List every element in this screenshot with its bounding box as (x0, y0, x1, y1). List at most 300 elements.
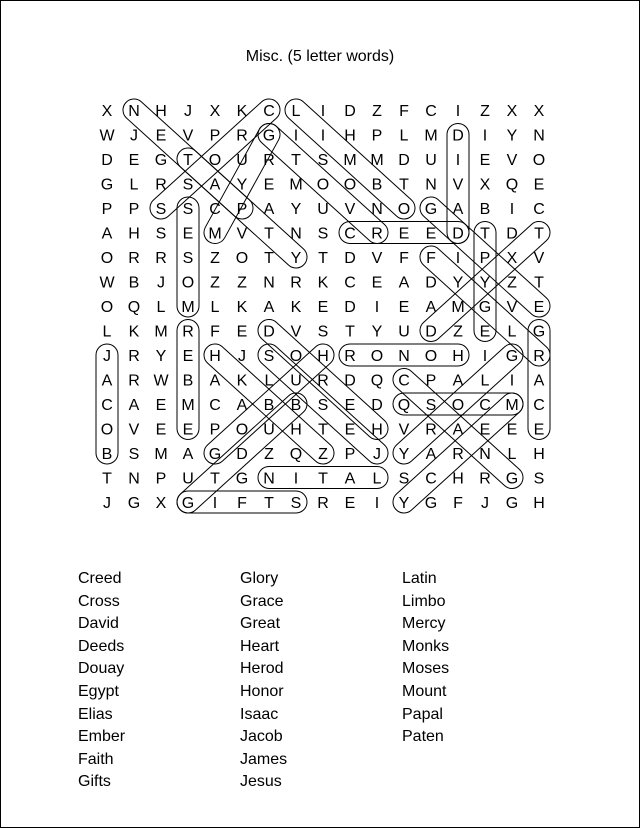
grid-cell[interactable]: L (102, 323, 112, 341)
grid-cell[interactable]: G (127, 495, 141, 512)
grid-cell[interactable]: P (344, 446, 356, 463)
grid-cell[interactable]: Z (210, 274, 220, 292)
grid-cell[interactable]: V (506, 299, 518, 316)
grid-cell[interactable]: I (455, 152, 461, 169)
grid-cell[interactable]: T (480, 225, 490, 243)
grid-cell[interactable]: D (452, 225, 464, 243)
grid-cell[interactable]: E (344, 421, 356, 439)
grid-cell[interactable]: S (533, 470, 545, 488)
grid-cell[interactable]: H (533, 446, 545, 463)
grid-cell[interactable]: Y (290, 201, 302, 218)
grid-cell[interactable]: E (479, 421, 491, 439)
grid-cell[interactable]: Z (372, 103, 382, 120)
grid-cell[interactable]: N (425, 176, 437, 194)
grid-cell[interactable]: M (208, 225, 222, 243)
grid-cell[interactable]: O (235, 250, 249, 267)
grid-cell[interactable]: Z (480, 103, 490, 120)
grid-cell[interactable]: T (318, 421, 328, 439)
grid-cell[interactable]: K (236, 372, 248, 390)
grid-cell[interactable]: P (155, 470, 167, 488)
grid-cell[interactable]: P (425, 372, 437, 390)
grid-cell[interactable]: C (425, 470, 437, 488)
grid-cell[interactable]: D (263, 323, 275, 341)
grid-cell[interactable]: Y (155, 348, 167, 365)
grid-cell[interactable]: I (482, 127, 488, 145)
grid-cell[interactable]: R (128, 348, 140, 365)
grid-cell[interactable]: J (184, 103, 192, 120)
grid-cell[interactable]: I (293, 470, 299, 488)
grid-cell[interactable]: O (343, 176, 357, 194)
grid-cell[interactable]: U (263, 421, 275, 439)
grid-cell[interactable]: T (318, 470, 328, 488)
grid-cell[interactable]: S (317, 152, 329, 169)
grid-cell[interactable]: E (506, 421, 518, 439)
grid-cell[interactable]: U (398, 323, 410, 341)
grid-cell[interactable]: D (425, 274, 437, 292)
grid-cell[interactable]: D (425, 323, 437, 341)
grid-cell[interactable]: J (157, 274, 165, 292)
grid-cell[interactable]: A (452, 421, 464, 439)
grid-cell[interactable]: J (103, 495, 111, 512)
grid-cell[interactable]: N (128, 103, 140, 120)
grid-cell[interactable]: N (479, 446, 491, 463)
grid-cell[interactable]: F (399, 250, 409, 267)
grid-cell[interactable]: H (317, 348, 329, 365)
grid-cell[interactable]: L (480, 372, 490, 390)
grid-cell[interactable]: O (181, 274, 195, 292)
grid-cell[interactable]: I (320, 127, 326, 145)
grid-cell[interactable]: T (399, 176, 409, 194)
grid-cell[interactable]: E (263, 176, 275, 194)
grid-cell[interactable]: Q (370, 372, 384, 390)
grid-cell[interactable]: E (533, 299, 545, 316)
grid-cell[interactable]: L (399, 127, 409, 145)
grid-cell[interactable]: R (533, 348, 545, 365)
grid-cell[interactable]: L (129, 176, 139, 194)
grid-cell[interactable]: E (479, 323, 491, 341)
grid-cell[interactable]: F (426, 250, 436, 267)
grid-cell[interactable]: E (155, 397, 167, 414)
grid-cell[interactable]: G (100, 176, 114, 194)
grid-cell[interactable]: C (344, 274, 356, 292)
grid-cell[interactable]: Y (452, 274, 464, 292)
grid-cell[interactable]: E (236, 323, 248, 341)
grid-cell[interactable]: K (236, 103, 248, 120)
word-list-item: Paten (402, 728, 444, 746)
grid-cell[interactable]: X (506, 103, 518, 120)
grid-cell[interactable]: M (451, 299, 465, 316)
grid-cell[interactable]: X (155, 495, 167, 512)
grid-cell[interactable]: D (398, 152, 410, 169)
grid-cell[interactable]: I (374, 495, 380, 512)
grid-cell[interactable]: D (506, 225, 518, 243)
grid-cell[interactable]: X (506, 250, 518, 267)
grid-cell[interactable]: G (532, 323, 546, 341)
grid-cell[interactable]: O (100, 421, 114, 439)
grid-cell[interactable]: L (210, 299, 220, 316)
grid-cell[interactable]: N (128, 470, 140, 488)
grid-cell[interactable]: R (452, 446, 464, 463)
grid-cell[interactable]: I (374, 299, 380, 316)
grid-cell[interactable]: D (236, 446, 248, 463)
grid-cell[interactable]: K (317, 274, 329, 292)
grid-cell[interactable]: R (236, 127, 248, 145)
grid-cell[interactable]: V (344, 201, 356, 218)
grid-cell[interactable]: U (182, 470, 194, 488)
grid-cell[interactable]: L (291, 103, 301, 120)
grid-cell[interactable]: R (479, 470, 491, 488)
grid-cell[interactable]: S (155, 225, 167, 243)
grid-cell[interactable]: F (399, 103, 409, 120)
grid-cell[interactable]: C (425, 103, 437, 120)
grid-cell[interactable]: R (317, 372, 329, 390)
grid-cell[interactable]: H (128, 225, 140, 243)
grid-cell[interactable]: C (263, 103, 275, 120)
grid-cell[interactable]: N (263, 274, 275, 292)
grid-cell[interactable]: E (182, 225, 194, 243)
grid-cell[interactable]: C (209, 201, 221, 218)
grid-cell[interactable]: X (209, 103, 221, 120)
grid-cell[interactable]: N (290, 225, 302, 243)
grid-cell[interactable]: V (236, 225, 248, 243)
grid-cell[interactable]: V (506, 152, 518, 169)
grid-cell[interactable]: X (479, 176, 491, 194)
grid-cell[interactable]: A (398, 274, 410, 292)
grid-cell[interactable]: T (291, 152, 301, 169)
grid-cell[interactable]: H (209, 348, 221, 365)
grid-cell[interactable]: T (210, 470, 220, 488)
grid-cell[interactable]: U (317, 201, 329, 218)
grid-cell[interactable]: O (208, 152, 222, 169)
grid-cell[interactable]: S (182, 176, 194, 194)
grid-cell[interactable]: D (344, 103, 356, 120)
grid-cell[interactable]: N (398, 348, 410, 365)
grid-cell[interactable]: G (505, 470, 519, 488)
grid-cell[interactable]: Z (264, 446, 274, 463)
grid-cell[interactable]: J (130, 127, 138, 145)
grid-cell[interactable]: R (425, 421, 437, 439)
grid-cell[interactable]: O (451, 397, 465, 414)
grid-cell[interactable]: P (128, 201, 140, 218)
grid-cell[interactable]: R (155, 250, 167, 267)
grid-cell[interactable]: P (209, 127, 221, 145)
grid-cell[interactable]: V (290, 323, 302, 341)
grid-cell[interactable]: D (344, 372, 356, 390)
grid-cell[interactable]: Q (127, 299, 141, 316)
grid-cell[interactable]: A (101, 225, 113, 243)
grid-cell[interactable]: C (101, 397, 113, 414)
grid-cell[interactable]: B (290, 397, 302, 414)
grid-cell[interactable]: Q (397, 397, 411, 414)
grid-cell[interactable]: J (373, 446, 381, 463)
grid-cell[interactable]: S (263, 348, 275, 365)
grid-cell[interactable]: P (209, 421, 221, 439)
grid-cell[interactable]: R (155, 176, 167, 194)
grid-cell[interactable]: P (236, 201, 248, 218)
grid-cell[interactable]: A (452, 372, 464, 390)
grid-cell[interactable]: O (532, 152, 546, 169)
grid-cell[interactable]: I (509, 201, 515, 218)
grid-cell[interactable]: P (371, 127, 383, 145)
grid-cell[interactable]: Q (505, 176, 519, 194)
grid-cell[interactable]: Z (453, 323, 463, 341)
word-list-item: Isaac (240, 705, 279, 723)
grid-cell[interactable]: E (182, 421, 194, 439)
word-list-item: Creed (78, 570, 122, 587)
grid-cell[interactable]: P (101, 201, 113, 218)
grid-cell[interactable]: Y (236, 176, 248, 194)
grid-cell[interactable]: A (182, 446, 194, 463)
grid-cell[interactable]: J (238, 348, 246, 365)
grid-cell[interactable]: O (100, 299, 114, 316)
grid-cell[interactable]: D (344, 299, 356, 316)
grid-cell[interactable]: V (533, 250, 545, 267)
grid-cell[interactable]: Z (318, 446, 328, 463)
grid-cell[interactable]: S (425, 397, 437, 414)
grid-cell[interactable]: A (533, 372, 545, 390)
grid-cell[interactable]: E (425, 225, 437, 243)
grid-cell[interactable]: E (533, 421, 545, 439)
grid-cell[interactable]: L (372, 470, 382, 488)
grid-cell[interactable]: L (507, 323, 517, 341)
grid-cell[interactable]: O (235, 421, 249, 439)
grid-cell[interactable]: B (479, 201, 491, 218)
grid-cell[interactable]: R (317, 495, 329, 512)
grid-cell[interactable]: T (534, 225, 544, 243)
grid-cell[interactable]: X (101, 103, 113, 120)
grid-cell[interactable]: S (182, 201, 194, 218)
grid-cell[interactable]: Y (371, 323, 383, 341)
grid-cell[interactable]: A (209, 372, 221, 390)
grid-cell[interactable]: W (153, 372, 169, 390)
grid-cell[interactable]: I (293, 127, 299, 145)
grid-cell[interactable]: K (236, 299, 248, 316)
grid-cell[interactable]: N (371, 201, 383, 218)
grid-cell[interactable]: H (155, 103, 167, 120)
grid-cell[interactable]: B (101, 446, 113, 463)
grid-cell[interactable]: I (212, 495, 218, 512)
grid-cell[interactable]: E (344, 397, 356, 414)
grid-cell[interactable]: T (264, 225, 274, 243)
grid-cell[interactable]: S (128, 446, 140, 463)
word-list-item: Moses (402, 660, 450, 678)
grid-cell[interactable]: I (509, 372, 515, 390)
grid-cell[interactable]: C (209, 397, 221, 414)
grid-cell[interactable]: E (398, 225, 410, 243)
grid-cell[interactable]: S (155, 201, 167, 218)
grid-cell[interactable]: Z (210, 250, 220, 267)
grid-cell[interactable]: I (320, 103, 326, 120)
grid-cell[interactable]: Q (289, 446, 303, 463)
grid-cell[interactable]: T (345, 323, 355, 341)
word-list-item: Cross (78, 592, 120, 610)
grid-cell[interactable]: J (481, 495, 489, 512)
word-list-item: Mount (402, 682, 447, 700)
grid-cell[interactable]: C (533, 201, 545, 218)
grid-cell[interactable]: F (210, 323, 220, 341)
grid-cell[interactable]: I (455, 250, 461, 267)
grid-cell[interactable]: M (154, 323, 168, 341)
grid-cell[interactable]: C (533, 397, 545, 414)
grid-cell[interactable]: O (289, 348, 303, 365)
grid-cell[interactable]: H (452, 348, 464, 365)
grid-cell[interactable]: G (505, 495, 519, 512)
grid-cell[interactable]: Y (290, 250, 302, 267)
grid-cell[interactable]: S (317, 397, 329, 414)
word-list-item: Limbo (402, 592, 446, 610)
grid-cell[interactable]: N (533, 127, 545, 145)
grid-cell[interactable]: R (344, 348, 356, 365)
grid-cell[interactable]: O (100, 250, 114, 267)
grid-cell[interactable]: S (398, 470, 410, 488)
grid-cell[interactable]: G (154, 152, 168, 169)
grid-cell[interactable]: R (290, 274, 302, 292)
grid-cell[interactable]: S (182, 250, 194, 267)
grid-cell[interactable]: T (264, 250, 274, 267)
grid-cell[interactable]: R (128, 372, 140, 390)
grid-cell[interactable]: G (235, 470, 249, 488)
grid-cell[interactable]: A (209, 176, 221, 194)
grid-cell[interactable]: G (208, 446, 222, 463)
grid-cell[interactable]: B (128, 274, 140, 292)
grid-cell[interactable]: O (424, 348, 438, 365)
grid-cell[interactable]: U (290, 372, 302, 390)
grid-cell[interactable]: E (344, 495, 356, 512)
grid-cell[interactable]: H (452, 470, 464, 488)
grid-cell[interactable]: H (371, 421, 383, 439)
word-list-item: Honor (240, 682, 284, 700)
grid-cell[interactable]: C (479, 397, 491, 414)
grid-cell[interactable]: V (371, 250, 383, 267)
grid-cell[interactable]: G (424, 495, 438, 512)
grid-cell[interactable]: K (128, 323, 140, 341)
grid-cell[interactable]: W (99, 127, 115, 145)
grid-cell[interactable]: F (237, 495, 247, 512)
grid-cell[interactable]: E (182, 348, 194, 365)
grid-cell[interactable]: D (101, 152, 113, 169)
grid-cell[interactable]: S (317, 323, 329, 341)
grid-cell[interactable]: T (318, 250, 328, 267)
grid-cell[interactable]: T (183, 152, 193, 169)
grid-cell[interactable]: D (371, 397, 383, 414)
grid-cell[interactable]: A (128, 397, 140, 414)
grid-cell[interactable]: B (263, 397, 275, 414)
grid-cell[interactable]: Z (507, 274, 517, 292)
grid-cell[interactable]: Y (479, 274, 491, 292)
grid-cell[interactable]: M (505, 397, 519, 414)
grid-cell[interactable]: B (371, 176, 383, 194)
grid-cell[interactable]: R (371, 225, 383, 243)
grid-cell[interactable]: X (533, 103, 545, 120)
grid-cell[interactable]: Y (398, 446, 410, 463)
grid-cell[interactable]: O (397, 201, 411, 218)
grid-cell[interactable]: E (317, 299, 329, 316)
grid-cell[interactable]: E (398, 299, 410, 316)
grid-cell[interactable]: M (154, 446, 168, 463)
grid-cell[interactable]: R (263, 152, 275, 169)
grid-cell[interactable]: G (478, 299, 492, 316)
grid-cell[interactable]: V (398, 421, 410, 439)
grid-cell[interactable]: I (482, 348, 488, 365)
grid-cell[interactable]: V (128, 421, 140, 439)
grid-cell[interactable]: C (344, 225, 356, 243)
grid-cell[interactable]: M (424, 127, 438, 145)
grid-cell[interactable]: Y (398, 495, 410, 512)
grid-cell[interactable]: O (316, 176, 330, 194)
grid-cell[interactable]: K (290, 299, 302, 316)
grid-cell[interactable]: L (507, 446, 517, 463)
grid-cell[interactable]: I (455, 103, 461, 120)
grid-cell[interactable]: A (263, 299, 275, 316)
grid-cell[interactable]: S (317, 225, 329, 243)
grid-cell[interactable]: M (181, 299, 195, 316)
grid-cell[interactable]: U (425, 152, 437, 169)
grid-cell[interactable]: W (99, 274, 115, 292)
grid-cell[interactable]: O (370, 348, 384, 365)
grid-cell[interactable]: V (452, 176, 464, 194)
word-list-item: Deeds (78, 637, 125, 655)
grid-cell[interactable]: D (452, 127, 464, 145)
grid-cell[interactable]: T (264, 495, 274, 512)
grid-cell[interactable]: G (181, 495, 195, 512)
grid-cell[interactable]: U (236, 152, 248, 169)
grid-cell[interactable]: Y (506, 127, 518, 145)
grid-cell[interactable]: E (371, 274, 383, 292)
grid-cell[interactable]: E (128, 152, 140, 169)
grid-cell[interactable]: E (479, 152, 491, 169)
grid-cell[interactable]: M (181, 397, 195, 414)
grid-cell[interactable]: C (398, 372, 410, 390)
grid-cell[interactable]: L (156, 299, 166, 316)
grid-cell[interactable]: M (289, 176, 303, 194)
grid-cell[interactable]: A (425, 299, 437, 316)
grid-cell[interactable]: F (453, 495, 463, 512)
grid-cell[interactable]: Z (237, 274, 247, 292)
grid-cell[interactable]: T (534, 274, 544, 292)
grid-cell[interactable]: M (370, 152, 384, 169)
grid-cell[interactable]: A (344, 470, 356, 488)
grid-cell[interactable]: M (343, 152, 357, 169)
grid-cell[interactable]: G (424, 201, 438, 218)
word-list-item: Herod (240, 660, 284, 678)
grid-cell[interactable]: V (182, 127, 194, 145)
grid-cell[interactable]: E (155, 127, 167, 145)
grid-cell[interactable]: G (505, 348, 519, 365)
grid-cell[interactable]: A (452, 201, 464, 218)
grid-cell[interactable]: L (264, 372, 274, 390)
grid-cell[interactable]: E (155, 421, 167, 439)
grid-cell[interactable]: R (128, 250, 140, 267)
grid-cell[interactable]: H (290, 421, 302, 439)
grid-cell[interactable]: A (425, 446, 437, 463)
grid-cell[interactable]: H (533, 495, 545, 512)
grid-cell[interactable]: E (533, 176, 545, 194)
grid-cell[interactable]: B (182, 372, 194, 390)
grid-cell[interactable]: R (182, 323, 194, 341)
grid-cell[interactable]: T (102, 470, 112, 488)
grid-cell[interactable]: J (103, 348, 111, 365)
word-list-item: Glory (240, 570, 279, 587)
grid-cell[interactable]: G (262, 127, 276, 145)
grid-cell[interactable]: D (344, 250, 356, 267)
grid-cell[interactable]: S (290, 495, 302, 512)
grid-cell[interactable]: A (101, 372, 113, 390)
grid-cell[interactable]: A (236, 397, 248, 414)
grid-cell[interactable]: H (344, 127, 356, 145)
grid-cell[interactable]: A (263, 201, 275, 218)
grid-cell[interactable]: P (479, 250, 491, 267)
grid-cell[interactable]: N (263, 470, 275, 488)
